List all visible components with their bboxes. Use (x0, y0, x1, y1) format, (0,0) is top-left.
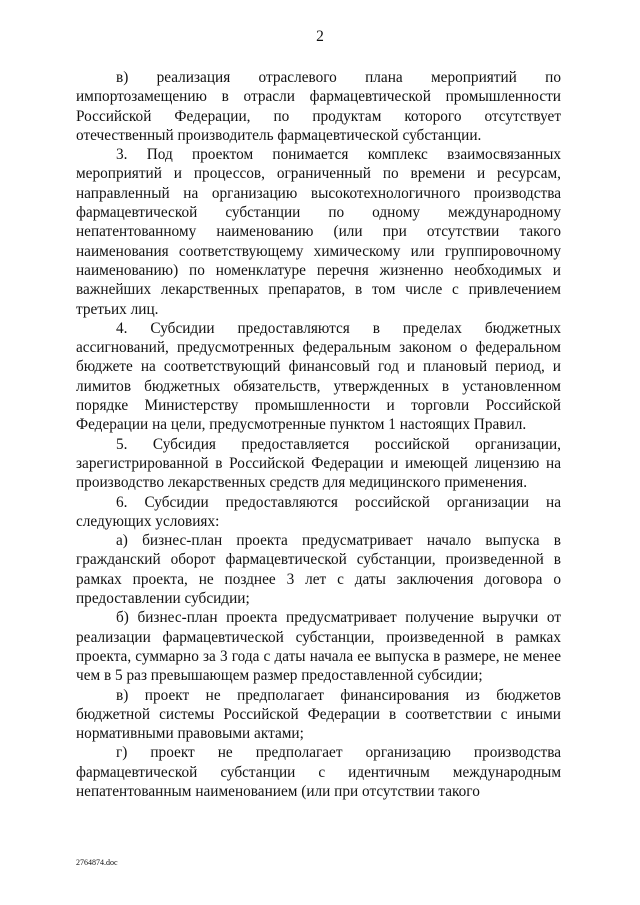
paragraph-2v-import-substitution: в) реализация отраслевого плана мероприятий по импортозамещению в отрасли фармацевтической промышленности Российской Федерации, по продуктам которого отсутствует отечественный производитель фармацевтической субстанции. (76, 69, 561, 144)
paragraph-6-conditions: 6. Субсидии предоставляются российской организации на следующих условиях: (76, 493, 561, 530)
page-number: 2 (316, 28, 324, 45)
paragraph-3-project-definition: 3. Под проектом понимается комплекс взаимосвязанных мероприятий и процессов, ограниченный по времени и ресурсам, направленный на организацию высокотехнологичного производства фармацевтической субстанции по одному международному непатентованному наименованию (или при отсутствии такого наименования соответствующему химическому или группировочному наименованию) по номенклатуре перечня жизненно необходимых и важнейших лекарственных препаратов, в том числе с привлечением третьих лиц. (76, 146, 561, 318)
paragraph-4-subsidy-limits: 4. Субсидии предоставляются в пределах бюджетных ассигнований, предусмотренных федеральным законом о федеральном бюджете на соответствующий финансовый год и плановый период, и лимитов бюджетных обязательств, утвержденных в установленном порядке Министерству промышленности и торговли Российской Федерации на цели, предусмотренные пунктом 1 настоящих Правил. (76, 319, 561, 434)
document-body (76, 68, 561, 801)
condition-v-no-other-financing: в) проект не предполагает финансирования из бюджетов бюджетной системы Российской Федерации в соответствии с иными нормативными правовыми актами; (76, 686, 561, 743)
condition-g-no-identical-production: г) проект не предполагает организацию производства фармацевтической субстанции с идентичным международным непатентованным наименованием (или при отсутствии такого (76, 744, 561, 800)
document-file-code: 2764874.doc (76, 858, 118, 867)
paragraph-5-recipient: 5. Субсидия предоставляется российской организации, зарегистрированной в Российской Федерации и имеющей лицензию на производство лекарственных средств для медицинского применения. (76, 435, 561, 492)
condition-b-business-plan-revenue: б) бизнес-план проекта предусматривает получение выручки от реализации фармацевтической субстанции, произведенной в рамках проекта, суммарно за 3 года с даты начала ее выпуска в размере, не менее чем в 5 раз превышающем размер предоставленной субсидии; (76, 609, 561, 685)
condition-a-business-plan-start: а) бизнес-план проекта предусматривает начало выпуска в гражданский оборот фармацевтической субстанции, произведенной в рамках проекта, не позднее 3 лет с даты заключения договора о предоставлении субсидии; (76, 532, 561, 608)
